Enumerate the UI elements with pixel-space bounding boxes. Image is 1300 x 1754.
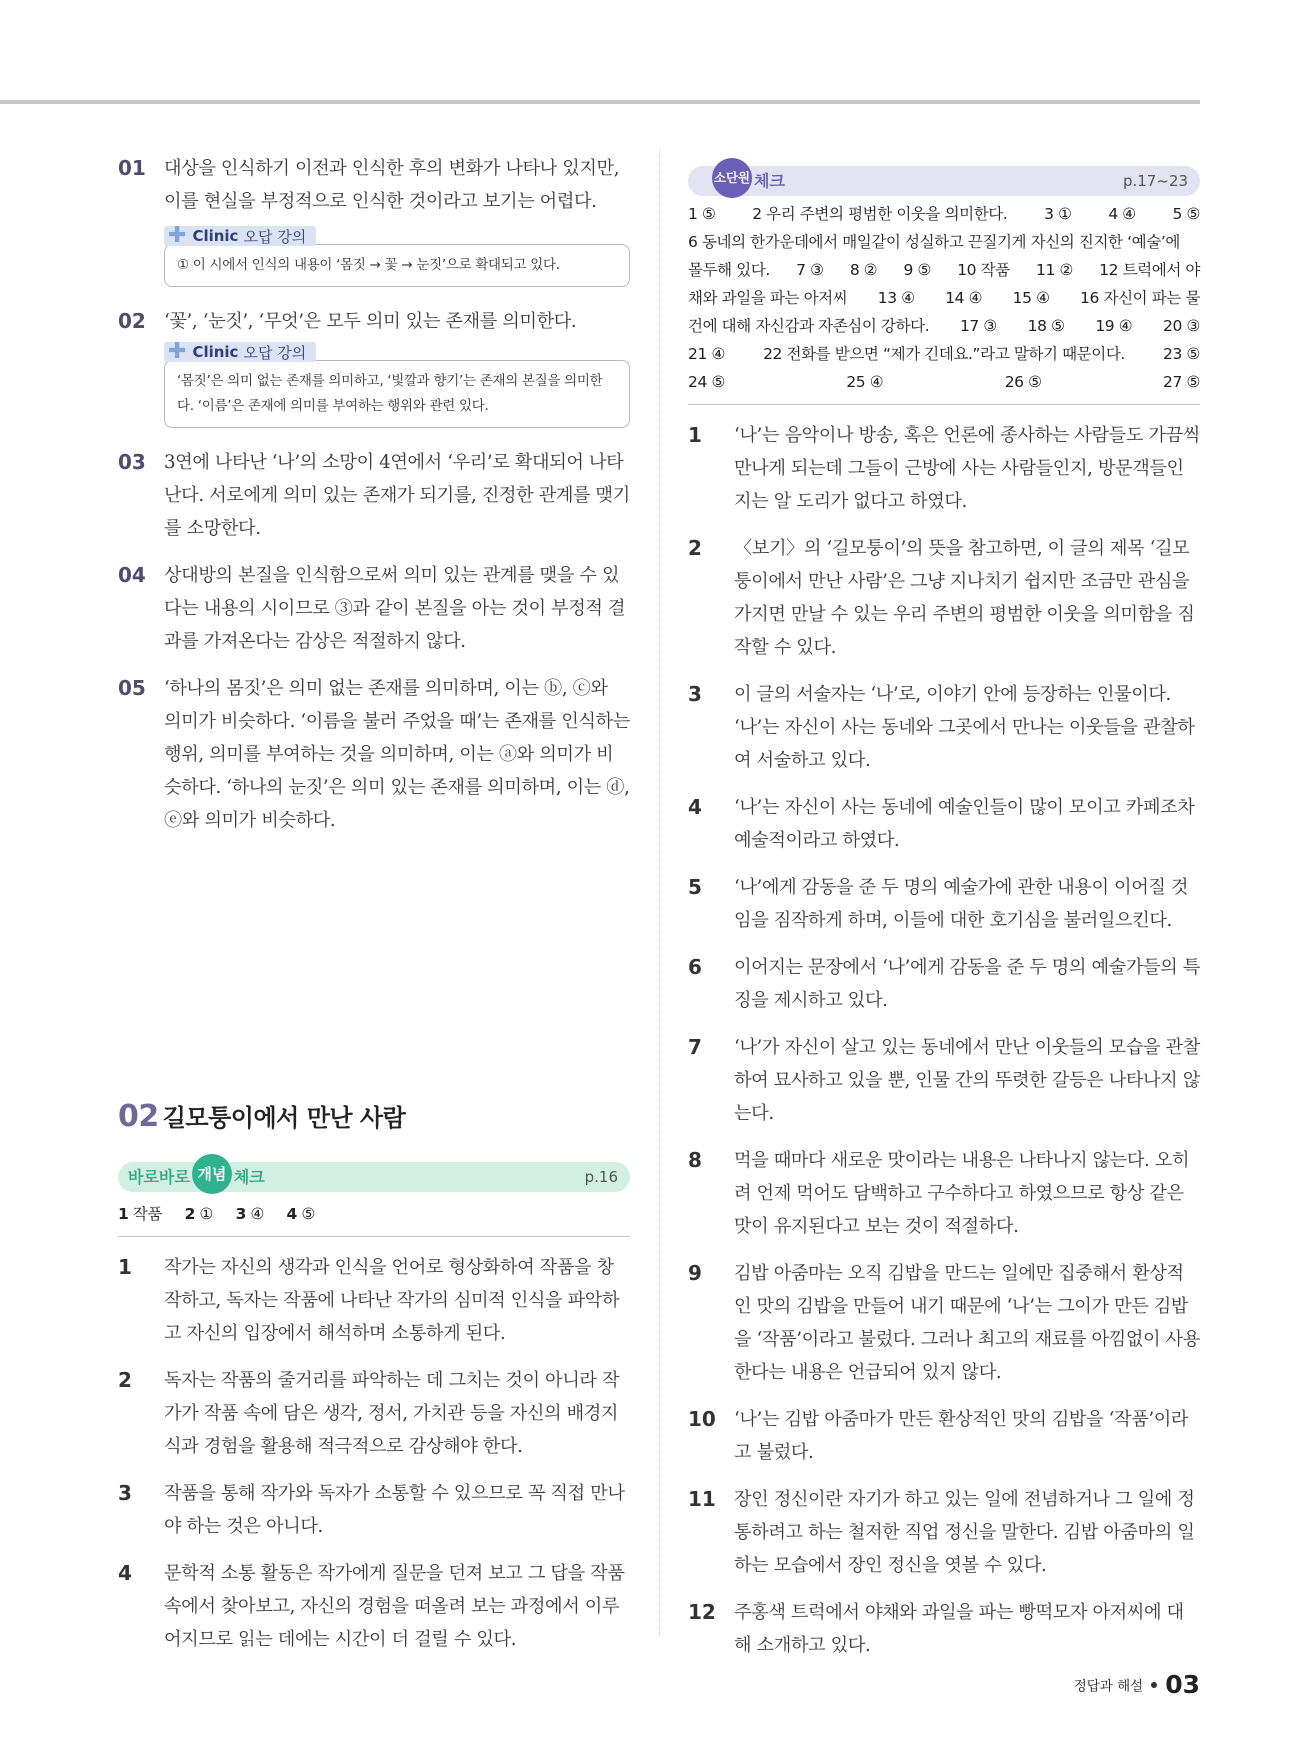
answer-number: 04 — [118, 563, 146, 587]
clinic-sub: 오답 강의 — [243, 227, 307, 246]
quick-answer: 26 ⑤ — [1004, 373, 1042, 391]
concept-explain-3 — [118, 1477, 630, 1543]
q-num: 2 — [184, 1205, 195, 1223]
clinic-sub: 오답 강의 — [243, 343, 307, 362]
quick-answer: 22 전화를 받으면 “제가 긴데요.”라고 말하기 때문이다. — [763, 345, 1125, 363]
quick-answer: 2 우리 주변의 평범한 이웃을 의미한다. — [752, 205, 1008, 223]
explain-item-3 — [688, 678, 1200, 777]
q-num: 3 — [235, 1205, 246, 1223]
explain-number: 9 — [688, 1261, 702, 1285]
quick-answer: 4 ④ — [1108, 205, 1136, 223]
quick-answer: 채와 과일을 파는 아저씨 — [688, 289, 848, 307]
explain-item-12 — [688, 1596, 1200, 1662]
explain-text: 장인 정신이란 자기가 하고 있는 일에 전념하거나 그 일에 정통하려고 하는 철저한 직업 정신을 말한다. 김밥 아줌마의 일하는 모습에서 장인 정신을 엿볼 수 있다. — [734, 1489, 1195, 1576]
explain-item-1 — [688, 419, 1200, 518]
concept-check-title — [128, 1162, 265, 1194]
explain-number: 3 — [118, 1481, 132, 1505]
explain-text: ‘나’는 김밥 아줌마가 만든 환상적인 맛의 김밥을 ‘작품’이라고 불렀다. — [734, 1409, 1189, 1463]
section-number: 02 — [118, 1099, 159, 1134]
answer-text: 3연에 나타난 ‘나’의 소망이 4연에서 ‘우리’로 확대되어 나타난다. 서로에게 의미 있는 존재가 되기를, 진정한 관계를 맺기를 소망한다. — [164, 452, 630, 539]
explain-item-8 — [688, 1144, 1200, 1243]
explain-item-5 — [688, 871, 1200, 937]
explain-text: ‘나’는 음악이나 방송, 혹은 언론에 종사하는 사람들도 가끔씩 만나게 되는데 그들이 근방에 사는 사람들인지, 방문객들인지는 알 도리가 없다고 하였다. — [734, 425, 1200, 512]
page-footer — [1074, 1670, 1200, 1699]
explain-number: 1 — [688, 423, 702, 447]
concept-explain-4 — [118, 1557, 630, 1656]
concept-explain-2 — [118, 1364, 630, 1463]
unit-answer-line — [688, 256, 1200, 284]
unit-explanations — [688, 419, 1200, 1662]
clinic-label: Clinic — [192, 227, 239, 245]
explain-number: 10 — [688, 1407, 716, 1431]
concept-explain-1 — [118, 1251, 630, 1350]
quick-answer: 21 ④ — [688, 345, 725, 363]
unit-answer-line — [688, 228, 1200, 256]
clinic-note-2 — [164, 339, 630, 428]
explain-text: ‘나’는 자신이 사는 동네에 예술인들이 많이 모이고 카페조차 예술적이라고 하였다. — [734, 797, 1195, 851]
plus-icon: ✚ — [168, 339, 187, 364]
unit-circle: 소단원 — [712, 158, 752, 198]
page-number: 03 — [1165, 1670, 1200, 1699]
explain-item-2 — [688, 532, 1200, 664]
unit-answer-line — [688, 200, 1200, 228]
quick-answer: 27 ⑤ — [1163, 373, 1200, 391]
explain-text: 작품을 통해 작가와 독자가 소통할 수 있으므로 꼭 직접 만나야 하는 것은 아니다. — [164, 1483, 625, 1537]
explain-item-9 — [688, 1257, 1200, 1389]
quick-answer: 24 ⑤ — [688, 373, 725, 391]
quick-answer: 19 ④ — [1095, 317, 1133, 335]
plus-icon: ✚ — [168, 223, 187, 248]
explain-number: 6 — [688, 955, 702, 979]
bullet-icon — [1151, 1682, 1157, 1688]
quick-answer: 25 ④ — [846, 373, 884, 391]
explain-text: 먹을 때마다 새로운 맛이라는 내용은 나타나지 않는다. 오히려 언제 먹어도 담백하고 구수하다고 하였으므로 항상 같은 맛이 유지된다고 보는 것이 적절하다. — [734, 1150, 1190, 1237]
answer-number: 01 — [118, 156, 146, 180]
quick-answer: 5 ⑤ — [1172, 205, 1200, 223]
quick-answer: 13 ④ — [877, 289, 915, 307]
quick-answer — [118, 1205, 162, 1223]
explain-number: 2 — [688, 536, 702, 560]
explain-item-7 — [688, 1031, 1200, 1130]
quick-answer: 18 ⑤ — [1027, 317, 1065, 335]
explain-number: 1 — [118, 1255, 132, 1279]
quick-answer: 10 작품 — [957, 261, 1010, 279]
answer-text: ‘꽃’, ‘눈짓’, ‘무엇’은 모두 의미 있는 존재를 의미한다. — [164, 311, 577, 332]
right-column — [688, 166, 1200, 1676]
clinic-label: Clinic — [192, 343, 239, 361]
unit-answer-line — [688, 284, 1200, 312]
explain-number: 8 — [688, 1148, 702, 1172]
quick-answer: 14 ④ — [945, 289, 983, 307]
explain-number: 7 — [688, 1035, 702, 1059]
unit-answers — [688, 200, 1200, 396]
clinic-tab — [164, 223, 316, 248]
answer-number: 02 — [118, 309, 146, 333]
unit-check-bar — [688, 166, 1200, 196]
quick-answer: 16 자신이 파는 물 — [1080, 289, 1200, 307]
answer-01 — [118, 152, 630, 218]
bar-post: 체크 — [754, 171, 785, 191]
explain-text: 이 글의 서술자는 ‘나’로, 이야기 안에 등장하는 인물이다. ‘나’는 자신이 사는 동네와 그곳에서 만나는 이웃들을 관찰하여 서술하고 있다. — [734, 684, 1195, 771]
concept-check-bar — [118, 1162, 630, 1192]
explain-text: 김밥 아줌마는 오직 김밥을 만드는 일에만 집중해서 환상적인 맛의 김밥을 만들어 내기 때문에 ‘나’는 그이가 만든 김밥을 ‘작품’이라고 불렀다. 그러나 최고의 재료를 아낌없이 사용한다는 내용은 언급되어 있지 않다. — [734, 1263, 1200, 1383]
explain-text: 이어지는 문장에서 ‘나’에게 감동을 준 두 명의 예술가들의 특징을 제시하고 있다. — [734, 957, 1200, 1011]
answer-text: ‘하나의 몸짓’은 의미 없는 존재를 의미하며, 이는 ⓑ, ⓒ와 의미가 비슷하다. ‘이름을 불러 주었을 때’는 존재를 인식하는 행위, 의미를 부여하는 것을 의미하며, 이는 ⓐ와 의미가 비슷하다. ‘하나의 눈짓’은 의미 있는 존재를 의미하며, 이는 ⓓ, ⓔ와 의미가 비슷하다. — [164, 678, 630, 831]
concept-circle: 개념 — [192, 1154, 232, 1194]
bar-pre: 바로바로 — [128, 1167, 190, 1187]
column-divider — [659, 150, 660, 1635]
clinic-text: ‘몸짓’은 의미 없는 존재를 의미하고, ‘빛깔과 향기’는 존재의 본질을 의미한다. ‘이름’은 존재에 의미를 부여하는 행위와 관련 있다. — [164, 360, 630, 428]
left-column — [118, 152, 630, 851]
quick-answer: 6 동네의 한가운데에서 매일같이 성실하고 끈질기게 자신의 진지한 ‘예술’에 — [688, 233, 1180, 251]
unit-check-title — [713, 166, 785, 198]
rule — [688, 404, 1200, 405]
answer-number: 03 — [118, 450, 146, 474]
explain-number: 12 — [688, 1600, 716, 1624]
unit-answer-line — [688, 368, 1200, 396]
quick-answer: 11 ② — [1036, 261, 1073, 279]
quick-answer: 15 ④ — [1012, 289, 1050, 307]
explain-number: 5 — [688, 875, 702, 899]
unit-answer-line — [688, 312, 1200, 340]
quick-answer: 8 ② — [849, 261, 878, 279]
footer-label: 정답과 해설 — [1073, 1678, 1144, 1695]
concept-answers — [118, 1200, 630, 1228]
explain-item-4 — [688, 791, 1200, 857]
explain-item-6 — [688, 951, 1200, 1017]
explain-text: 독자는 작품의 줄거리를 파악하는 데 그치는 것이 아니라 작가가 작품 속에 담은 생각, 정서, 가치관 등을 자신의 배경지식과 경험을 활용해 적극적으로 감상해야 한다. — [164, 1370, 620, 1457]
explain-number: 2 — [118, 1368, 132, 1392]
clinic-tab — [164, 339, 316, 364]
q-num: 4 — [286, 1205, 297, 1223]
explain-text: 작가는 자신의 생각과 인식을 언어로 형상화하여 작품을 창작하고, 독자는 작품에 나타난 작가의 심미적 인식을 파악하고 자신의 입장에서 해석하며 소통하게 된다. — [164, 1257, 620, 1344]
answer-number: 05 — [118, 676, 146, 700]
quick-answer: 9 ⑤ — [903, 261, 931, 279]
explain-text: ‘나’에게 감동을 준 두 명의 예술가에 관한 내용이 이어질 것임을 짐작하게 하며, 이들에 대한 호기심을 불러일으킨다. — [734, 877, 1189, 931]
explain-text: 〈보기〉의 ‘길모퉁이’의 뜻을 참고하면, 이 글의 제목 ‘길모퉁이에서 만난 사람’은 그냥 지나치기 쉽지만 조금만 관심을 가지면 만날 수 있는 우리 주변의 평범한 이웃을 의미함을 짐작할 수 있다. — [734, 538, 1195, 658]
clinic-note-1 — [164, 223, 630, 287]
quick-answer — [287, 1205, 315, 1223]
quick-answer: 17 ③ — [959, 317, 997, 335]
explain-number: 3 — [688, 682, 702, 706]
explain-item-10 — [688, 1403, 1200, 1469]
quick-answer: 3 ① — [1044, 205, 1072, 223]
explain-item-11 — [688, 1483, 1200, 1582]
q-val: 작품 — [132, 1205, 163, 1223]
quick-answer: 몰두해 있다. — [688, 261, 770, 279]
quick-answer — [236, 1205, 264, 1223]
bar-post: 체크 — [233, 1167, 265, 1187]
answer-text: 상대방의 본질을 인식함으로써 의미 있는 관계를 맺을 수 있다는 내용의 시이므로 ③과 같이 본질을 아는 것이 부정적 결과를 가져온다는 감상은 적절하지 않다. — [164, 565, 626, 652]
answer-text: 대상을 인식하기 이전과 인식한 후의 변화가 나타나 있지만, 이를 현실을 부정적으로 인식한 것이라고 보기는 어렵다. — [164, 158, 620, 212]
answer-05 — [118, 672, 630, 837]
explain-number: 4 — [118, 1561, 132, 1585]
q-num: 1 — [118, 1205, 129, 1223]
quick-answer — [185, 1205, 213, 1223]
quick-answer: 12 트럭에서 야 — [1099, 261, 1200, 279]
answer-03 — [118, 446, 630, 545]
section-title-text: 길모퉁이에서 만난 사람 — [162, 1104, 406, 1132]
page-ref: p.16 — [584, 1168, 618, 1186]
explain-number: 4 — [688, 795, 702, 819]
explain-text: ‘나’가 자신이 살고 있는 동네에서 만난 이웃들의 모습을 관찰하여 묘사하고 있을 뿐, 인물 간의 뚜렷한 갈등은 나타나지 않는다. — [734, 1037, 1200, 1124]
quick-answer: 1 ⑤ — [688, 205, 716, 223]
explain-text: 주홍색 트럭에서 야채와 과일을 파는 빵떡모자 아저씨에 대해 소개하고 있다. — [734, 1602, 1184, 1656]
unit-answer-line — [688, 340, 1200, 368]
q-val: ⑤ — [301, 1205, 315, 1223]
clinic-text: ① 이 시에서 인식의 내용이 ‘몸짓 → 꽃 → 눈짓’으로 확대되고 있다. — [164, 244, 630, 287]
explain-text: 문학적 소통 활동은 작가에게 질문을 던져 보고 그 답을 작품 속에서 찾아보고, 자신의 경험을 떠올려 보는 과정에서 이루어지므로 읽는 데에는 시간이 더 걸릴 수 있다. — [164, 1563, 625, 1650]
answer-04 — [118, 559, 630, 658]
quick-answer: 20 ③ — [1163, 317, 1200, 335]
explain-number: 11 — [688, 1487, 716, 1511]
rule — [118, 1236, 630, 1237]
q-val: ① — [199, 1205, 214, 1223]
concept-check — [118, 1162, 630, 1670]
top-rule — [0, 100, 1200, 104]
page-ref: p.17~23 — [1122, 172, 1188, 190]
quick-answer: 23 ⑤ — [1163, 345, 1200, 363]
q-val: ④ — [250, 1205, 264, 1223]
quick-answer: 7 ③ — [796, 261, 824, 279]
answer-02 — [118, 305, 630, 338]
section-title — [118, 1098, 405, 1134]
quick-answer: 건에 대해 자신감과 자존심이 강하다. — [688, 317, 930, 335]
